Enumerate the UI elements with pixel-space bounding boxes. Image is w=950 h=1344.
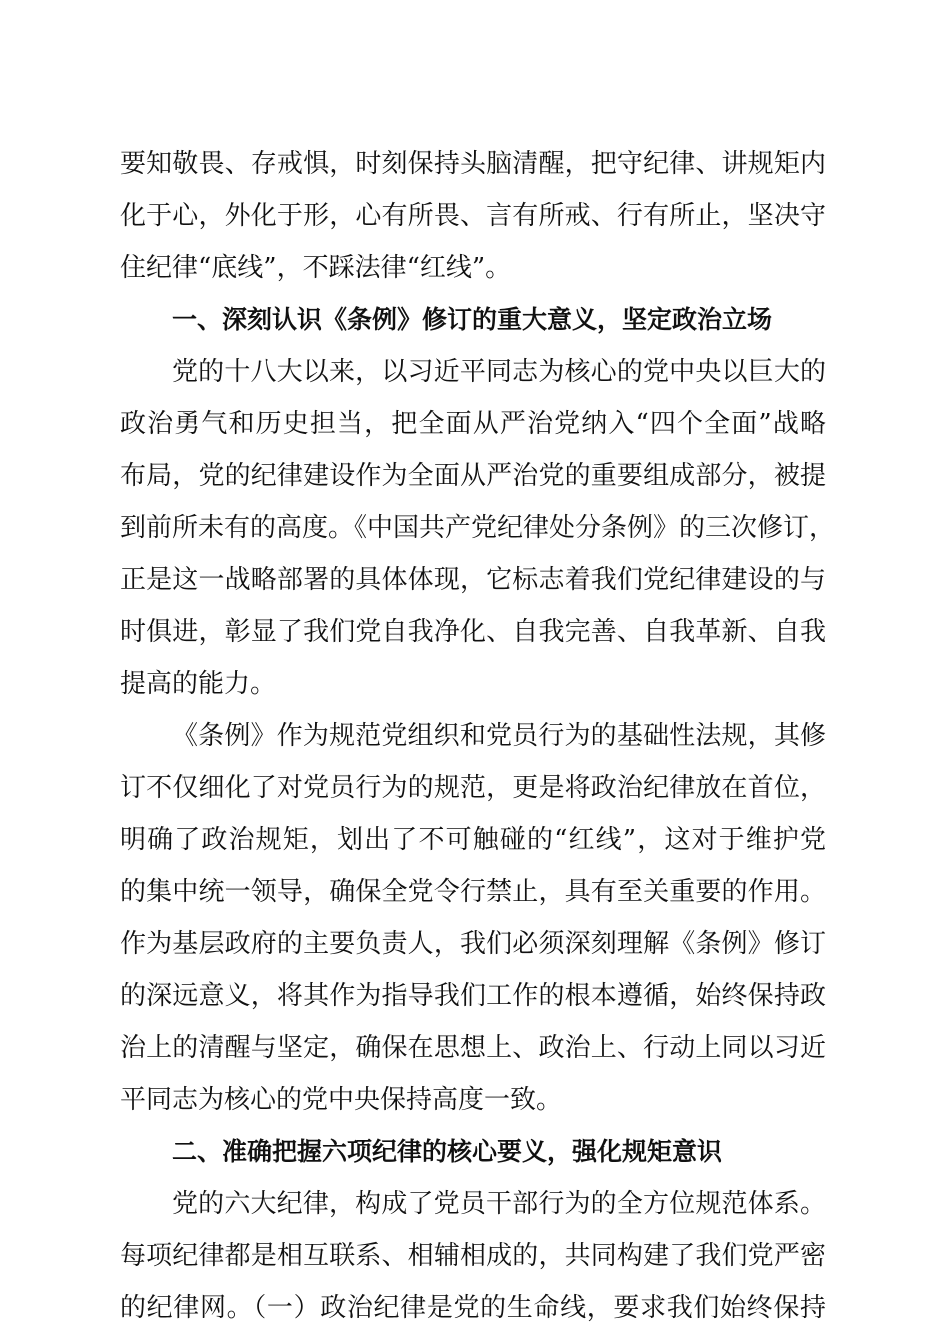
s2p1-line-1: 党的六大纪律，构成了党员干部行为的全方位规范体系。 (172, 1189, 826, 1219)
s1p1-line-3: 布局，党的纪律建设作为全面从严治党的重要组成部分，被提 (120, 461, 826, 491)
intro-line-2: 化于心，外化于形，心有所畏、言有所戒、行有所止，坚决守 (120, 201, 826, 231)
s1p2-line-5: 作为基层政府的主要负责人，我们必须深刻理解《条例》修订 (120, 929, 826, 959)
s1p1-line-1: 党的十八大以来，以习近平同志为核心的党中央以巨大的 (172, 357, 826, 387)
s2p1-line-2: 每项纪律都是相互联系、相辅相成的，共同构建了我们党严密 (120, 1241, 826, 1271)
s1p1-line-6: 时俱进，彰显了我们党自我净化、自我完善、自我革新、自我 (120, 617, 826, 647)
s1p2-line-2: 订不仅细化了对党员行为的规范，更是将政治纪律放在首位， (120, 773, 826, 803)
s1p2-line-6: 的深远意义，将其作为指导我们工作的根本遵循，始终保持政 (120, 981, 826, 1011)
s2p1-line-3: 的纪律网。（一）政治纪律是党的生命线，要求我们始终保持 (120, 1293, 826, 1323)
s1p1-line-7: 提高的能力。 (120, 669, 277, 699)
s1p2-line-4: 的集中统一领导，确保全党令行禁止，具有至关重要的作用。 (120, 877, 826, 907)
s1p2-line-7: 治上的清醒与坚定，确保在思想上、政治上、行动上同以习近 (120, 1033, 826, 1063)
intro-line-3: 住纪律“底线”，不踩法律“红线”。 (120, 253, 512, 283)
s1p2-line-8: 平同志为核心的党中央保持高度一致。 (120, 1085, 563, 1115)
s1p1-line-5: 正是这一战略部署的具体体现，它标志着我们党纪律建设的与 (120, 565, 826, 595)
s1p2-line-3: 明确了政治规矩，划出了不可触碰的“红线”，这对于维护党 (120, 825, 826, 855)
s1p1-line-2: 政治勇气和历史担当，把全面从严治党纳入“四个全面”战略 (120, 409, 826, 439)
s1p1-line-4: 到前所未有的高度。《中国共产党纪律处分条例》的三次修订， (120, 513, 836, 543)
section-two-heading: 二、准确把握六项纪律的核心要义，强化规矩意识 (172, 1137, 723, 1166)
s1p2-line-1: 《条例》作为规范党组织和党员行为的基础性法规，其修 (172, 721, 826, 751)
section-one-heading: 一、深刻认识《条例》修订的重大意义，坚定政治立场 (172, 305, 773, 334)
intro-line-1: 要知敬畏、存戒惧，时刻保持头脑清醒，把守纪律、讲规矩内 (120, 149, 826, 179)
